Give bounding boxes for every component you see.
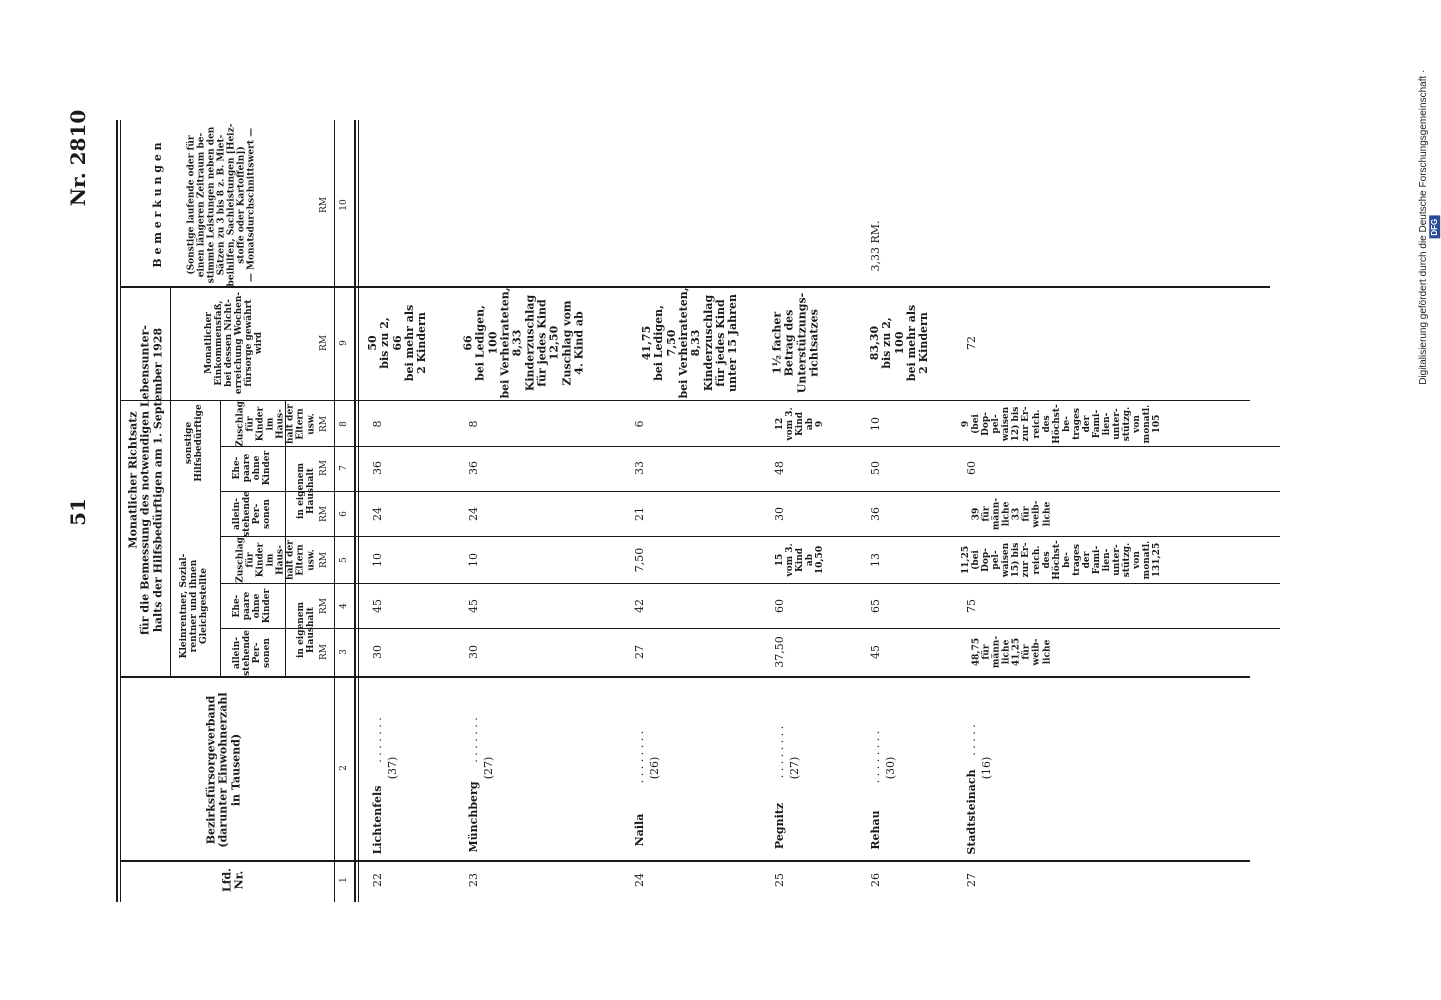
row-22-nr: 22 bbox=[370, 873, 384, 887]
row-24-c9: 41,75 bei Ledigen, 7,50 bei Verheirateten, 8,33 Kinderzuschlag für jedes Kind unter 15 Jahren bbox=[639, 287, 739, 399]
document-number: Nr. 2810 bbox=[65, 109, 90, 207]
col-divider-7-8 bbox=[220, 446, 1280, 447]
dfg-watermark-text: Digitalisierung gefördert durch die Deutsche Forschungsgemeinschaft · bbox=[1418, 69, 1430, 385]
row-22-c5: 10 bbox=[370, 553, 384, 567]
row-23-name: Münchberg bbox=[466, 781, 480, 853]
row-25-dots: . . . . . . . . bbox=[772, 725, 786, 779]
header-ehepaare-1: Ehe- paare ohne Kinder bbox=[231, 588, 273, 624]
row-26-c10: 3,33 RM. bbox=[868, 220, 882, 272]
header-eigener-haushalt-2: in eigenem Haushalt bbox=[295, 462, 316, 520]
row-24-c6: 21 bbox=[632, 507, 646, 521]
row-22-dots: . . . . . . . bbox=[370, 717, 384, 763]
header-zuschlag-2: Zuschlag für Kinder im Haus- halt der Eltern usw. bbox=[235, 401, 317, 447]
row-27-c8: 9 (bei Dop- pel- waisen 12) bis zur Er- reich. des Höchst- be- trages der Fami- lien- unter- stützg. von monatl. 105 bbox=[961, 404, 1163, 444]
header-bezirk: Bezirksfürsorgeverband (darunter Einwohnerzahl in Tausend) bbox=[204, 692, 243, 848]
table-rule-header-bottom-2 bbox=[358, 120, 359, 902]
row-24-pop: (26) bbox=[647, 756, 661, 780]
row-26-name: Rehau bbox=[868, 810, 882, 850]
unit-rm-c9: RM bbox=[318, 335, 329, 351]
row-24-dots: . . . . . . . . bbox=[632, 730, 646, 784]
row-26-nr: 26 bbox=[868, 873, 882, 887]
row-27-c3: 48,75 für männ- liche 41,25 für weib- liche bbox=[971, 635, 1053, 669]
row-25-c9: 1½ facher Betrag des Unterstützungs- richtsatzes bbox=[770, 292, 821, 394]
row-22-c9: 50 bis zu 2, 66 bei mehr als 2 Kindern bbox=[366, 304, 429, 382]
row-26-c3: 45 bbox=[868, 645, 882, 659]
row-23-c7: 36 bbox=[466, 461, 480, 475]
row-23-nr: 23 bbox=[466, 873, 480, 887]
row-23-c6: 24 bbox=[466, 507, 480, 521]
row-22-c6: 24 bbox=[370, 507, 384, 521]
row-25-c3: 37,50 bbox=[772, 636, 786, 668]
header-group-kleinrentner: Kleinrentner, Sozial- rentner und ihnen Gleichgestellte bbox=[178, 553, 210, 659]
row-24-c4: 42 bbox=[632, 599, 646, 613]
unit-rm-c7: RM bbox=[318, 460, 329, 476]
row-27-c4: 75 bbox=[964, 599, 978, 613]
unit-rm-c5: RM bbox=[318, 552, 329, 568]
row-24-c8: 6 bbox=[632, 420, 646, 428]
row-23-pop: (27) bbox=[481, 756, 495, 780]
header-divider-sub bbox=[220, 400, 221, 676]
row-27-c6: 39 für männ- liche 33 für weib- liche bbox=[971, 497, 1053, 531]
row-25-pop: (27) bbox=[787, 756, 801, 780]
header-group-sonstige: sonstige Hilfsbedürftige bbox=[183, 404, 204, 482]
row-22-c7: 36 bbox=[370, 461, 384, 475]
col-number-9: 9 bbox=[338, 340, 349, 346]
page-number: 51 bbox=[65, 498, 90, 526]
col-number-7: 7 bbox=[338, 465, 349, 471]
unit-rm-c8: RM bbox=[318, 416, 329, 432]
col-divider-5-6 bbox=[220, 536, 1280, 537]
row-25-nr: 25 bbox=[772, 873, 786, 887]
row-25-name: Pegnitz bbox=[772, 802, 786, 850]
row-25-c4: 60 bbox=[772, 599, 786, 613]
dfg-logo: DFG bbox=[1430, 216, 1441, 239]
col-divider-4-5 bbox=[220, 583, 1280, 584]
row-23-c5: 10 bbox=[466, 553, 480, 567]
header-bemerkungen-title: B e m e r k u n g e n bbox=[150, 142, 164, 268]
row-26-c4: 65 bbox=[868, 599, 882, 613]
row-23-c4: 45 bbox=[466, 599, 480, 613]
dfg-watermark bbox=[1407, 70, 1441, 391]
row-27-name: Stadtsteinach bbox=[964, 769, 978, 855]
header-divider-main bbox=[170, 286, 171, 676]
header-divider-colnums bbox=[334, 120, 335, 902]
col-number-3: 3 bbox=[338, 649, 349, 655]
col-number-10: 10 bbox=[338, 199, 349, 211]
unit-rm-c4: RM bbox=[318, 598, 329, 614]
header-main-title: Monatlicher Richtsatz für die Bemessung des notwendigen Lebensunter- halts der Hilfsbedürftigen am 1. September 1928 bbox=[126, 325, 165, 635]
col-divider-2-3 bbox=[120, 676, 1250, 678]
row-25-c6: 30 bbox=[772, 507, 786, 521]
row-23-c3: 30 bbox=[466, 645, 480, 659]
row-26-c7: 50 bbox=[868, 461, 882, 475]
col-divider-1-2 bbox=[120, 860, 1250, 862]
row-27-pop: (16) bbox=[979, 756, 993, 780]
unit-rm-c3: RM bbox=[318, 644, 329, 660]
table-rule-top-inner bbox=[120, 120, 121, 902]
row-24-c3: 27 bbox=[632, 645, 646, 659]
unit-rm-c10: RM bbox=[318, 197, 329, 213]
row-27-c9: 72 bbox=[964, 336, 978, 350]
header-zuschlag-1: Zuschlag für Kinder im Haus- halt der Eltern usw. bbox=[235, 537, 317, 583]
row-27-nr: 27 bbox=[964, 873, 978, 887]
col-number-5: 5 bbox=[338, 557, 349, 563]
row-27-c5: 11,25 (bei Dop- pel- waisen 15) bis zur Er- reich. des Höchst- be- trages der Fami- lien- unter- stützg. von monatl. 131,25 bbox=[961, 540, 1163, 580]
row-26-c6: 36 bbox=[868, 507, 882, 521]
header-einkommen: Monatlicher Einkommensfaß, bei dessen Nicht- erreichung Wochen- fürsorge gewährt wird bbox=[203, 291, 265, 395]
row-26-c9: 83,30 bis zu 2, 100 bei mehr als 2 Kindern bbox=[868, 304, 931, 382]
col-number-4: 4 bbox=[338, 603, 349, 609]
row-26-dots: . . . . . . . . bbox=[868, 730, 882, 784]
row-22-c8: 8 bbox=[370, 420, 384, 428]
table-rule-top-outer bbox=[116, 120, 118, 902]
row-22-name: Lichtenfels bbox=[370, 785, 384, 855]
row-27-dots: . . . . . bbox=[964, 724, 978, 756]
row-25-c8: 12 vom 3. Kind ab 9 bbox=[774, 407, 826, 441]
row-23-c8: 8 bbox=[466, 420, 480, 428]
row-27-c7: 60 bbox=[964, 461, 978, 475]
header-alleinstehende-1: allein- stehende Per- sonen bbox=[231, 630, 273, 676]
unit-rm-c6: RM bbox=[318, 506, 329, 522]
row-25-c7: 48 bbox=[772, 461, 786, 475]
row-24-c5: 7,50 bbox=[632, 547, 646, 573]
header-bemerkungen-text: (Sonstige laufende oder für einen längeren Zeitraum be- stimmte Leistungen neben den Sätzen zu 3 bis 8 z. B. Miet- beihilfen, Sachleistungen [Heiz- stoffe oder Kartoffeln]) — Monatsdurchschnittswert — bbox=[186, 123, 258, 287]
row-23-c9: 66 bei Ledigen, 100 bei Verheirateten, 8,33 Kinderzuschlag für jedes Kind 12,50 Zuschlag vom 4. Kind ab bbox=[461, 287, 586, 399]
header-ehepaare-2: Ehe- paare ohne Kinder bbox=[231, 450, 273, 486]
col-number-2: 2 bbox=[338, 765, 349, 771]
table-rule-header-bottom bbox=[354, 120, 356, 902]
row-22-c4: 45 bbox=[370, 599, 384, 613]
col-number-8: 8 bbox=[338, 421, 349, 427]
col-number-6: 6 bbox=[338, 511, 349, 517]
row-22-c3: 30 bbox=[370, 645, 384, 659]
row-24-nr: 24 bbox=[632, 873, 646, 887]
col-divider-3-4 bbox=[220, 628, 1280, 629]
row-22-pop: (37) bbox=[385, 756, 399, 780]
row-25-c5: 15 vom 3. Kind ab 10,50 bbox=[774, 543, 826, 577]
row-26-c8: 10 bbox=[868, 417, 882, 431]
col-number-1: 1 bbox=[338, 877, 349, 883]
header-lfd-nr: Lfd. Nr. bbox=[220, 868, 246, 892]
row-26-c5: 13 bbox=[868, 553, 882, 567]
row-26-pop: (30) bbox=[883, 756, 897, 780]
row-24-c7: 33 bbox=[632, 461, 646, 475]
row-24-name: Naila bbox=[632, 813, 646, 847]
col-divider-6-7 bbox=[220, 491, 1280, 492]
header-alleinstehende-2: allein- stehende Per- sonen bbox=[231, 491, 273, 537]
row-23-dots: . . . . . . . bbox=[466, 717, 480, 763]
header-eigener-haushalt-1: in eigenem Haushalt bbox=[295, 601, 316, 659]
